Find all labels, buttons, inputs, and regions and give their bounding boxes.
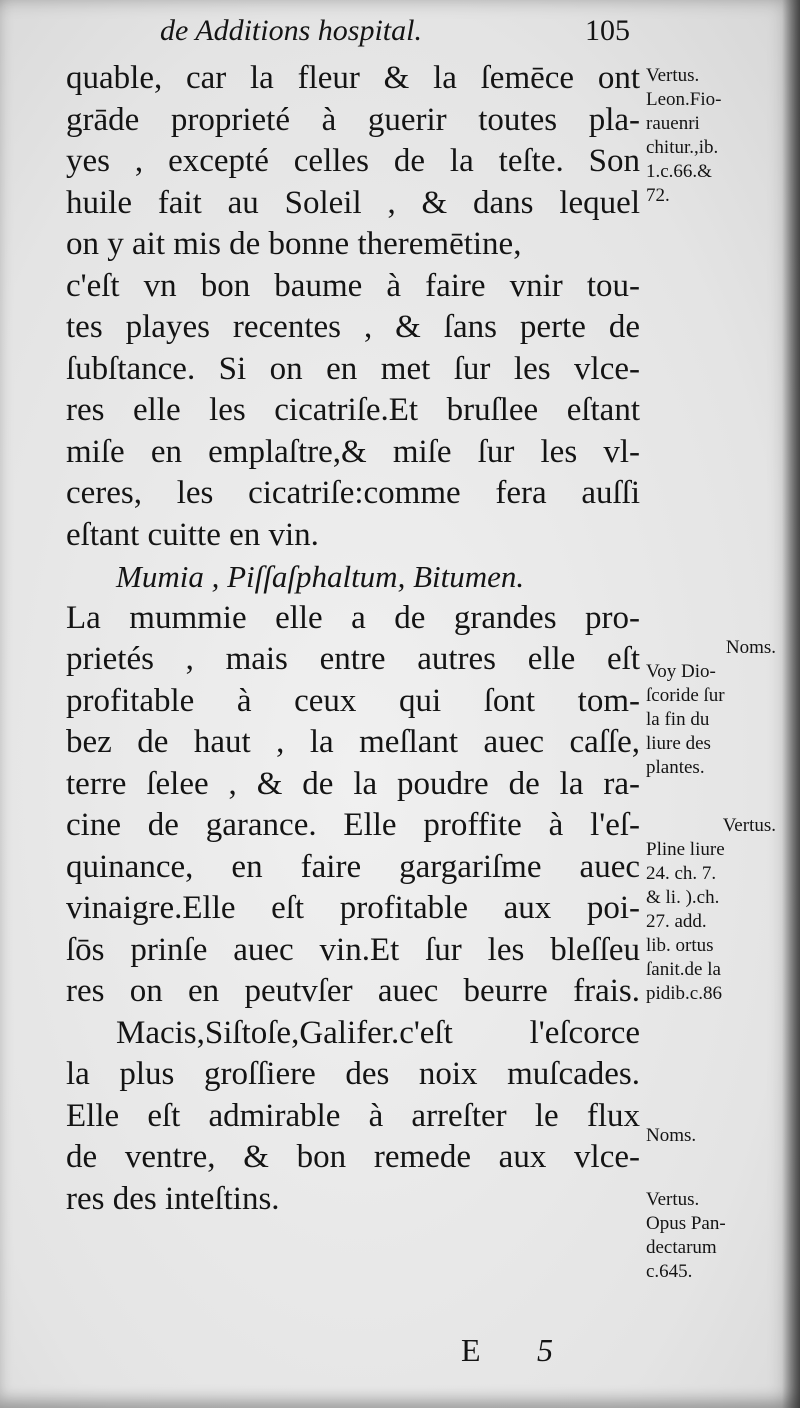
margin-note-vertus-2 xyxy=(646,814,776,1006)
margin-line: lib. ortus xyxy=(646,935,714,956)
margin-line: Voy Dio- xyxy=(646,661,716,682)
margin-line: liure des xyxy=(646,733,711,754)
margin-line: ſcoride ſur xyxy=(646,685,725,706)
text-line: res on en peutvſer auec beurre frais. xyxy=(66,973,640,1009)
running-header xyxy=(160,10,630,56)
margin-line: Vertus. xyxy=(646,65,700,86)
text-line: ſōs prinſe auec vin.Et ſur les bleſſeu xyxy=(66,931,640,968)
signature-mark xyxy=(455,1326,575,1376)
margin-line: Pline liure xyxy=(646,839,725,860)
text-line: la plus groſſiere des noix muſcades. xyxy=(66,1056,640,1092)
text-line: profitable à ceux qui ſont tom- xyxy=(66,682,640,719)
text-line: terre ſelee , & de la poudre de la ra- xyxy=(66,765,640,802)
text-line: huile fait au Soleil , & dans lequel xyxy=(66,184,640,221)
text-line: Elle eſt admirable à arreſter le flux xyxy=(66,1097,640,1134)
margin-line: pidib.c.86 xyxy=(646,983,722,1004)
text-line: quable, car la fleur & la ſemēce ont xyxy=(66,60,640,96)
main-text-block xyxy=(66,58,640,1220)
running-title: de Additions hospital. xyxy=(160,14,422,47)
text-line: on y ait mis de bonne theremētine, xyxy=(66,226,522,262)
section-heading-macis: Macis,Siſtoſe,Galifer.c'eſt l'eſcorce xyxy=(116,1014,640,1051)
signature-number: 5 xyxy=(537,1332,553,1368)
text-line: c'eſt vn bon baume à faire vnir tou- xyxy=(66,267,640,304)
text-line: eſtant cuitte en vin. xyxy=(66,516,319,553)
text-line: quinance, en faire gargariſme auec xyxy=(66,848,640,885)
margin-line: Opus Pan- xyxy=(646,1213,726,1234)
margin-line: Noms. xyxy=(725,637,776,658)
margin-line: Noms. xyxy=(646,1125,697,1146)
section-heading-mumia: Mumia , Piſſaſphaltum, Bitumen. xyxy=(116,559,525,594)
margin-line: Vertus. xyxy=(646,1189,700,1210)
margin-line: Vertus. xyxy=(722,815,776,836)
text-line: ceres, les cicatriſe:comme fera auſſi xyxy=(66,475,640,511)
text-line: ſubſtance. Si on en met ſur les vlce- xyxy=(66,350,640,387)
text-line: prietés , mais entre autres elle eſt xyxy=(66,641,640,677)
margin-line: 24. ch. 7. xyxy=(646,863,717,884)
margin-line: la fin du xyxy=(646,709,710,730)
margin-line: 27. add. xyxy=(646,911,707,932)
signature-letter: E xyxy=(461,1332,481,1368)
text-line: bez de haut , la meſlant auec caſſe, xyxy=(66,724,640,760)
margin-line: 72. xyxy=(646,185,670,206)
page-number: 105 xyxy=(585,14,630,47)
margin-line: & li. ).ch. xyxy=(646,887,720,908)
margin-note-noms-1 xyxy=(646,636,776,780)
text-line: miſe en emplaſtre,& miſe ſur les vl- xyxy=(66,433,640,470)
text-line: tes playes recentes , & ſans perte de xyxy=(66,309,640,345)
margin-line: ſanit.de la xyxy=(646,959,721,980)
text-line: vinaigre.Elle eſt profitable aux poi- xyxy=(66,890,640,926)
margin-line: c.645. xyxy=(646,1261,693,1282)
margin-line: rauenri xyxy=(646,113,700,134)
margin-line: dectarum xyxy=(646,1237,717,1258)
text-line: La mummie elle a de grandes pro- xyxy=(66,599,640,636)
margin-line: chitur.,ib. xyxy=(646,137,719,158)
text-line: cine de garance. Elle proffite à l'eſ- xyxy=(66,807,640,843)
text-line: yes , excepté celles de la teſte. Son xyxy=(66,143,640,179)
text-line: grāde proprieté à guerir toutes pla- xyxy=(66,101,640,138)
text-line: res des inteſtins. xyxy=(66,1180,280,1217)
margin-line: 1.c.66.& xyxy=(646,161,712,182)
margin-note-noms-2 xyxy=(646,1124,776,1148)
margin-line: plantes. xyxy=(646,757,705,778)
margin-note-vertus-3 xyxy=(646,1188,776,1284)
margin-note-vertus-1 xyxy=(646,64,776,208)
text-line: res elle les cicatriſe.Et bruſlee eſtant xyxy=(66,392,640,428)
text-line: de ventre, & bon remede aux vlce- xyxy=(66,1139,640,1175)
margin-line: Leon.Fio- xyxy=(646,89,722,110)
